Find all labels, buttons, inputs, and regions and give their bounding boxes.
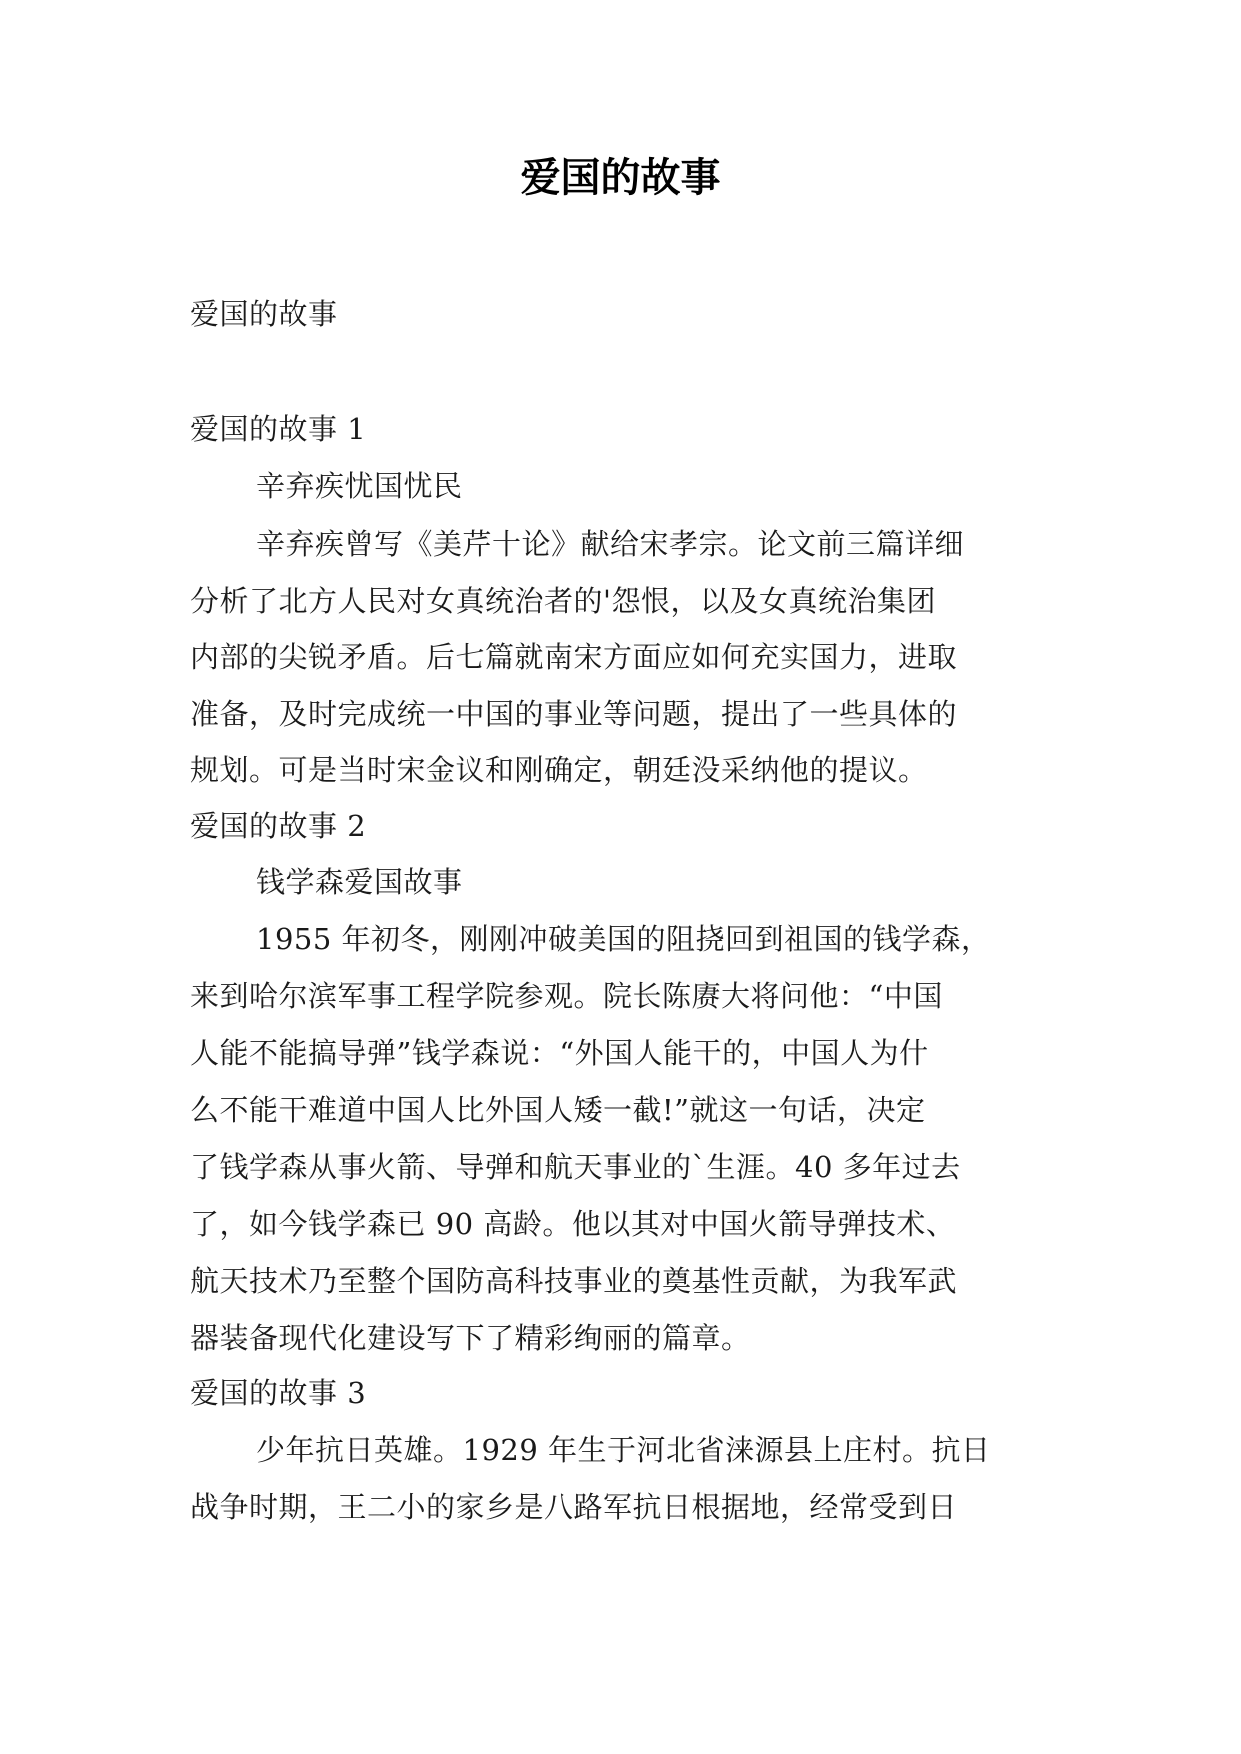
story-title-1: 辛弃疾忧国忧民: [256, 469, 463, 503]
paragraph-line: 人能不能搞导弹”钱学森说：“外国人能干的，中国人为什: [190, 1036, 929, 1070]
story-title-2: 钱学森爱国故事: [256, 865, 463, 899]
paragraph-line: 了钱学森从事火箭、导弹和航天事业的`生涯。40 多年过去: [190, 1150, 961, 1184]
document-subtitle: 爱国的故事: [190, 297, 338, 331]
paragraph-line: 内部的尖锐矛盾。后七篇就南宋方面应如何充实国力，进取: [190, 640, 958, 674]
section-heading-3: 爱国的故事 3: [190, 1376, 367, 1410]
paragraph-line: 器装备现代化建设写下了精彩绚丽的篇章。: [190, 1321, 751, 1355]
section-heading-2: 爱国的故事 2: [190, 809, 367, 843]
paragraph-line: 规划。可是当时宋金议和刚确定，朝廷没采纳他的提议。: [190, 753, 928, 787]
paragraph-line: 分析了北方人民对女真统治者的'怨恨，以及女真统治集团: [190, 584, 936, 618]
paragraph-line: 准备，及时完成统一中国的事业等问题，提出了一些具体的: [190, 697, 958, 731]
paragraph-line: 战争时期，王二小的家乡是八路军抗日根据地，经常受到日: [190, 1490, 958, 1524]
paragraph-line: 航天技术乃至整个国防高科技事业的奠基性贡献，为我军武: [190, 1264, 958, 1298]
section-heading-1: 爱国的故事 1: [190, 412, 367, 446]
paragraph-line: 辛弃疾曾写《美芹十论》献给宋孝宗。论文前三篇详细: [256, 527, 965, 561]
paragraph-line: 了，如今钱学森已 90 高龄。他以其对中国火箭导弹技术、: [190, 1207, 956, 1241]
paragraph-line: 来到哈尔滨军事工程学院参观。院长陈赓大将问他：“中国: [190, 979, 943, 1013]
document-title: 爱国的故事: [520, 155, 721, 201]
paragraph-line: 么不能干难道中国人比外国人矮一截!”就这一句话，决定: [190, 1093, 926, 1127]
paragraph-line: 少年抗日英雄。1929 年生于河北省涞源县上庄村。抗日: [256, 1433, 991, 1467]
paragraph-line: 1955 年初冬，刚刚冲破美国的阻挠回到祖国的钱学森，: [256, 922, 991, 956]
